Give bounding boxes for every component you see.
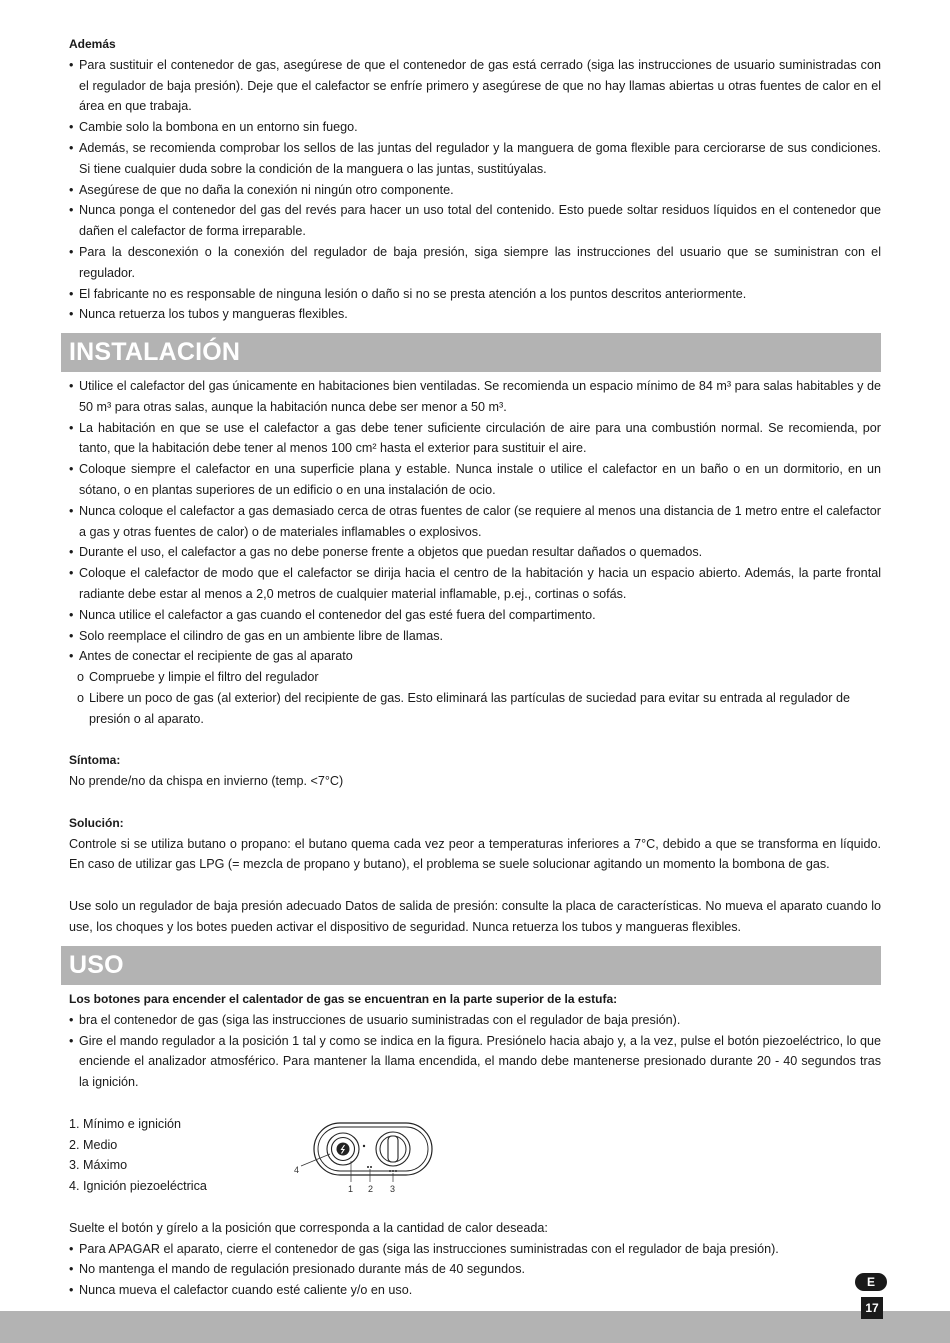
footer-bar (0, 1311, 950, 1343)
ademas-bullet: • Nunca retuerza los tubos y mangueras flexibles. (69, 304, 881, 325)
uso-numbered-item: 4. Ignición piezoeléctrica (69, 1179, 207, 1194)
regulador-text: Use solo un regulador de baja presión adecuado Datos de salida de presión: consulte la placa de características. No mueva el aparato cuando lo use, los choques y los botes pueden activar el dispositivo de seguridad. Nunca retuerza los tubos y mangueras flexibles. (69, 898, 881, 934)
language-badge: E (855, 1273, 887, 1291)
solucion-heading: Solución: (69, 815, 124, 830)
uso-section (69, 989, 881, 1301)
ademas-heading: Además (69, 37, 116, 51)
solucion-text: Controle si se utiliza butano o propano: el butano quema cada vez peor a temperaturas inferiores a 7°C, debido a que se transforma en líquido. En caso de utilizar gas LPG (= mezcla de propano y butano), el problema se suele solucionar agitando un momento la bombona de gas. (69, 836, 881, 872)
instalacion-bullet: • Antes de conectar el recipiente de gas al aparato (69, 646, 881, 667)
uso-numbered-item: 2. Medio (69, 1137, 118, 1152)
uso-final-bullet: • Para APAGAR el aparato, cierre el contenedor de gas (siga las instrucciones suministradas con el regulador de baja presión). (69, 1239, 881, 1260)
figure-label-3: 3 (390, 1184, 396, 1194)
control-panel-figure (292, 1120, 442, 1200)
ademas-bullet: • Nunca ponga el contenedor del gas del revés para hacer un uso total del contenido. Esto puede soltar residuos líquidos en el contenedor que dañen el calefactor de forma irreparable. (69, 200, 881, 242)
sintoma-text: No prende/no da chispa en invierno (temp. <7°C) (69, 774, 344, 789)
figure-label-4: 4 (294, 1165, 300, 1175)
uso-title-bar (61, 946, 881, 985)
uso-bullet: • Gire el mando regulador a la posición 1 tal y como se indica en la figura. Presiónelo hacia abajo y, a la vez, pulse el botón piezoeléctrico, lo que enciende el analizador atmosférico. Para mantener la llama encendida, el mando debe mantenerse presionado durante 20 - 40 segundos tras la ignición. (69, 1031, 881, 1093)
instalacion-bullet: • Utilice el calefactor del gas únicamente en habitaciones bien ventiladas. Se recomienda un espacio mínimo de 84 m³ para salas habitables y de 50 m³ para otras salas, aunque la habitación nunca debe ser menor a 50 m³. (69, 376, 881, 418)
uso-bullet: • bra el contenedor de gas (siga las instrucciones de usuario suministradas con el regulador de baja presión). (69, 1010, 881, 1031)
figure-label-2: 2 (368, 1184, 374, 1194)
instalacion-sub-item: o Libere un poco de gas (al exterior) del recipiente de gas. Esto eliminará las partículas de suciedad para evitar su entrada al regulador de presión o al aparato. (69, 688, 881, 730)
ademas-bullet: • Cambie solo la bombona en un entorno sin fuego. (69, 117, 881, 138)
uso-numbered-item: 3. Máximo (69, 1158, 128, 1173)
control-panel-diagram (292, 1120, 442, 1200)
ademas-bullet: • Para sustituir el contenedor de gas, asegúrese de que el contenedor de gas está cerrado (siga las instrucciones de usuario suministradas con el regulador de baja presión). Deje que el calefactor se enfríe primero y asegúrese de que no hay llamas abiertas u otras fuentes de calor en el área en que trabaja. (69, 55, 881, 117)
uso-numbered-item: 1. Mínimo e ignición (69, 1116, 181, 1131)
instalacion-bullet: • La habitación en que se use el calefactor a gas debe tener suficiente circulación de aire para una combustión normal. Se recomienda, por tanto, que la habitación debe tener al menos 100 cm² hasta el exterior para sustituir el aire. (69, 418, 881, 460)
uso-intro: Los botones para encender el calentador de gas se encuentran en la parte superior de la estufa: (69, 992, 618, 1006)
uso-final-bullet: • Nunca mueva el calefactor cuando esté caliente y/o en uso. (69, 1280, 881, 1301)
instalacion-bullet: • Solo reemplace el cilindro de gas en un ambiente libre de llamas. (69, 626, 881, 647)
instalacion-title-bar (61, 333, 881, 372)
instalacion-bullet: • Nunca coloque el calefactor a gas demasiado cerca de otras fuentes de calor (se requiere al menos una distancia de 1 metro entre el calefactor a gas y otras fuentes de calor) o de materiales inflamables o explosivos. (69, 501, 881, 543)
figure-label-1: 1 (348, 1184, 354, 1194)
instalacion-section (69, 376, 881, 938)
uso-title: USO (69, 951, 124, 979)
ademas-bullet: • Para la desconexión o la conexión del regulador de baja presión, siga siempre las instrucciones del usuario que se suministran con el regulador. (69, 242, 881, 284)
instalacion-bullet: • Coloque siempre el calefactor en una superficie plana y estable. Nunca instale o utilice el calefactor en un baño o en un dormitorio, en un sótano, o en plantas superiores de un edificio o en una instalación de ocio. (69, 459, 881, 501)
ademas-section (69, 34, 881, 325)
ademas-bullet: • El fabricante no es responsable de ninguna lesión o daño si no se presta atención a los puntos descritos anteriormente. (69, 284, 881, 305)
instalacion-bullet: • Nunca utilice el calefactor a gas cuando el contenedor del gas esté fuera del compartimento. (69, 605, 881, 626)
instalacion-sub-item: o Compruebe y limpie el filtro del regulador (69, 667, 881, 688)
uso-final-bullet: • No mantenga el mando de regulación presionado durante más de 40 segundos. (69, 1259, 881, 1280)
instalacion-bullet: • Coloque el calefactor de modo que el calefactor se dirija hacia el centro de la habitación y hacia un espacio abierto. Además, la parte frontal radiante debe estar al menos a 2,0 metros de cualquier material inflamable, p.ej., cortinas o sofás. (69, 563, 881, 605)
uso-after-text: Suelte el botón y gírelo a la posición que corresponda a la cantidad de calor deseada: (69, 1220, 548, 1235)
instalacion-bullet: • Durante el uso, el calefactor a gas no debe ponerse frente a objetos que puedan resultar dañados o quemados. (69, 542, 881, 563)
ademas-bullet: • Asegúrese de que no daña la conexión ni ningún otro componente. (69, 180, 881, 201)
sintoma-heading: Síntoma: (69, 753, 121, 768)
ademas-bullet: • Además, se recomienda comprobar los sellos de las juntas del regulador y la manguera de goma flexible para cerciorarse de sus condiciones. Si tiene cualquier duda sobre la condición de la manguera o las juntas, sustitúyalas. (69, 138, 881, 180)
page-number: 17 (861, 1297, 883, 1319)
instalacion-title: INSTALACIÓN (69, 338, 241, 366)
